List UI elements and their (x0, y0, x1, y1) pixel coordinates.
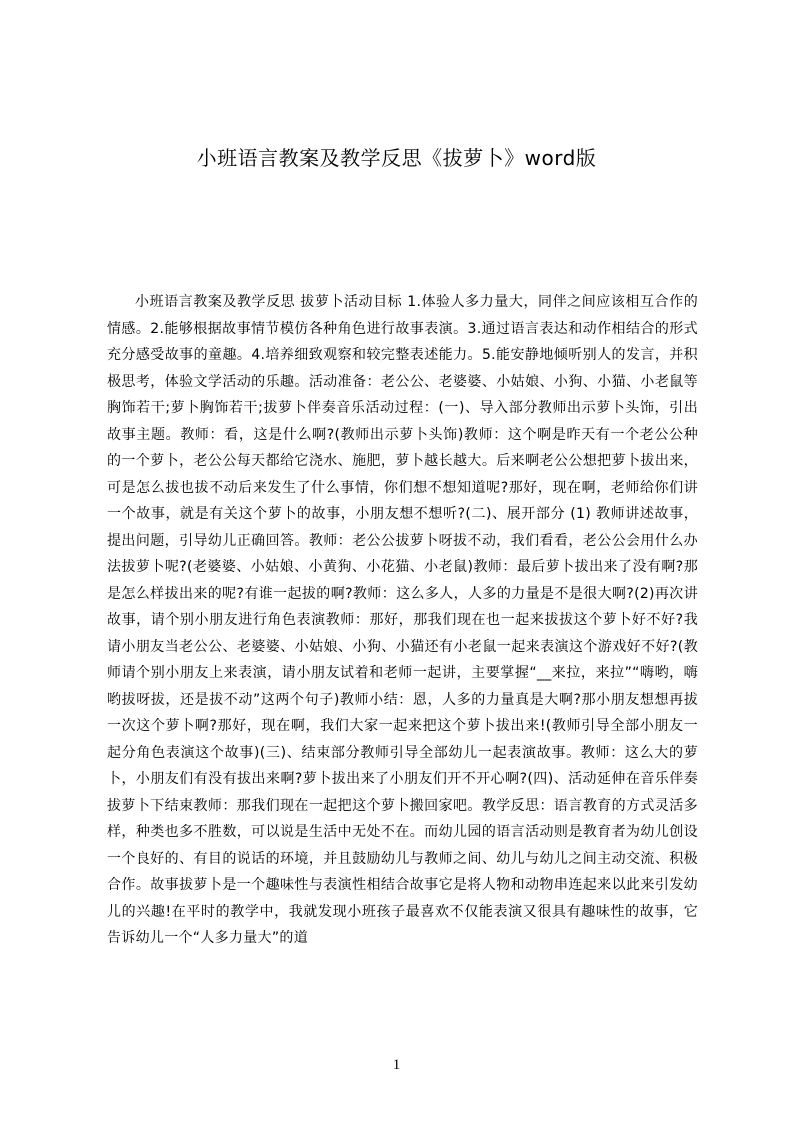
page-title: 小班语言教案及教学反思《拔萝卜》word版 (196, 146, 597, 170)
body-paragraph: 小班语言教案及教学反思 拔萝卜活动目标 1.体验人多力量大，同伴之间应该相互合作的情感。2.能够根据故事情节模仿各种角色进行故事表演。3.通过语言表达和动作相结合的形式充分感受故事的童趣。4.培养细致观察和较完整表述能力。5.能安静地倾听别人的发言，并积极思考，体验文学活动的乐趣。活动准备：老公公、老婆婆、小姑娘、小狗、小猫、小老鼠等胸饰若干;萝卜胸饰若干;拔萝卜伴奏音乐活动过程：(一)、导入部分教师出示萝卜头饰，引出故事主题。教师：看，这是什么啊?(教师出示萝卜头饰)教师：这个啊是昨天有一个老公公种的一个萝卜，老公公每天都给它浇水、施肥，萝卜越长越大。后来啊老公公想把萝卜拔出来，可是怎么拔也拔不动后来发生了什么事情，你们想不想知道呢?那好，现在啊，老师给你们讲一个故事，就是有关这个萝卜的故事，小朋友想不想听?(二)、展开部分 (1) 教师讲述故事，提出问题，引导幼儿正确回答。教师：老公公拔萝卜呀拔不动，我们看看，老公公会用什么办法拔萝卜呢?(老婆婆、小姑娘、小黄狗、小花猫、小老鼠)教师：最后萝卜拔出来了没有啊?那是怎么样拔出来的呢?有谁一起拔的啊?教师：这么多人，人多的力量是不是很大啊?(2)再次讲故事，请个别小朋友进行角色表演教师：那好，那我们现在也一起来拔拔这个萝卜好不好?我请小朋友当老公公、老婆婆、小姑娘、小狗、小猫还有小老鼠一起来表演这个游戏好不好?(教师请个别小朋友上来表演，请小朋友试着和老师一起讲，主要掌握“__来拉，来拉”“嗨哟，嗨哟拔呀拔，还是拔不动”这两个句子)教师小结：恩，人多的力量真是大啊?那小朋友想想再拔一次这个萝卜啊?那好，现在啊，我们大家一起来把这个萝卜拔出来!(教师引导全部小朋友一起分角色表演这个故事)(三)、结束部分教师引导全部幼儿一起表演故事。教师：这么大的萝卜，小朋友们有没有拔出来啊?萝卜拔出来了小朋友们开不开心啊?(四)、活动延伸在音乐伴奏拔萝卜下结束教师：那我们现在一起把这个萝卜搬回家吧。教学反思：语言教育的方式灵活多样，种类也多不胜数，可以说是生活中无处不在。而幼儿园的语言活动则是教育者为幼儿创设一个良好的、有目的说话的环境，并且鼓励幼儿与教师之间、幼儿与幼儿之间主动交流、积极合作。故事拔萝卜是一个趣味性与表演性相结合故事它是将人物和动物串连起来以此来引发幼儿的兴趣!在平时的教学中，我就发现小班孩子最喜欢不仅能表演又很具有趣味性的故事，它告诉幼儿一个“人多力量大”的道 (107, 294, 698, 946)
page-number: 1 (392, 1057, 401, 1073)
